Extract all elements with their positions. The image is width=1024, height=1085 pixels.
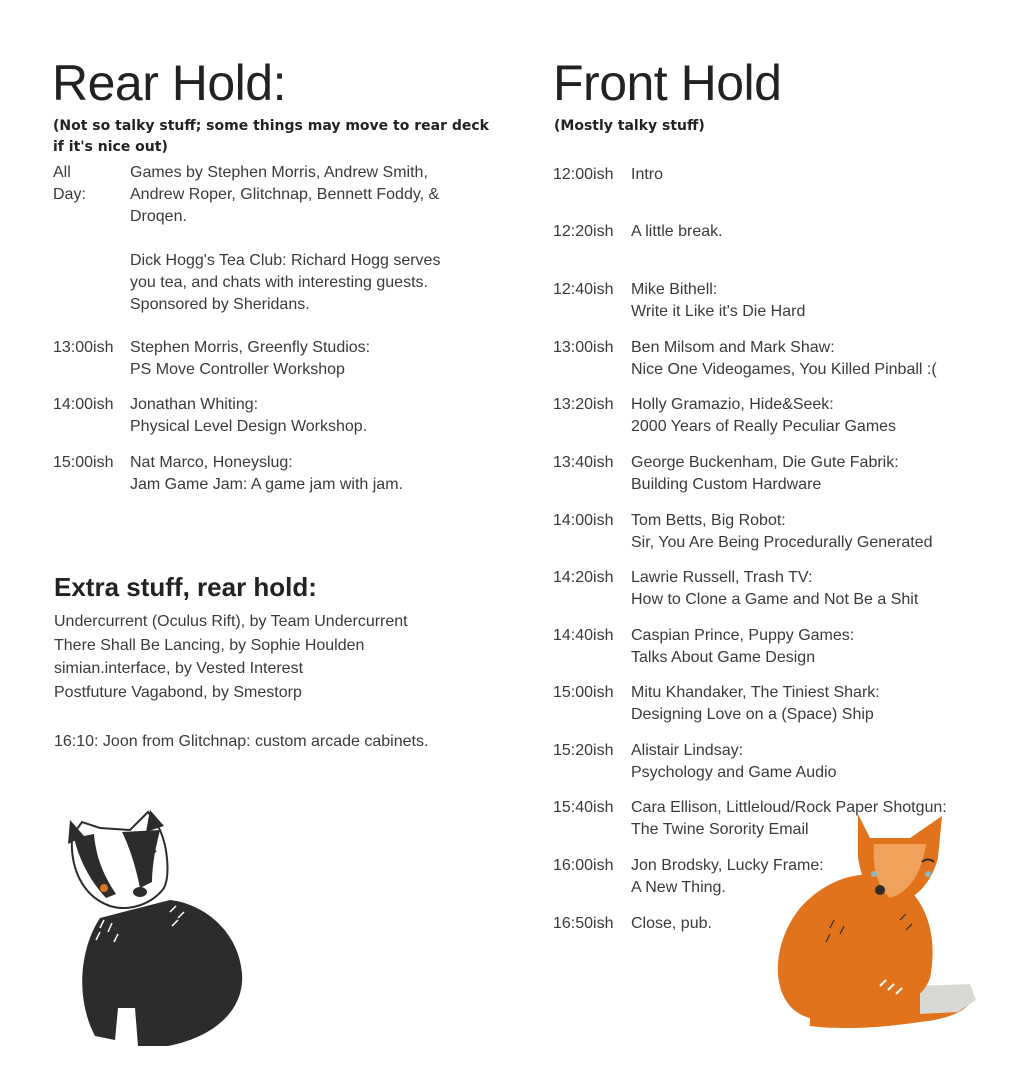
schedule-line: How to Clone a Game and Not Be a Shit <box>631 591 919 608</box>
fox-tail-tip <box>920 984 976 1014</box>
schedule-line: A little break. <box>631 223 723 240</box>
schedule-line: Alistair Lindsay: <box>631 742 744 759</box>
extra-item: Undercurrent (Oculus Rift), by Team Undercurrent <box>54 613 408 630</box>
extra-stuff-list <box>54 610 408 704</box>
schedule-line: Mike Bithell: <box>631 281 718 298</box>
badger-body <box>82 900 242 1046</box>
schedule-line: Stephen Morris, Greenfly Studios: <box>130 339 371 356</box>
schedule-line: Mitu Khandaker, The Tiniest Shark: <box>631 684 880 701</box>
fox-illustration <box>770 808 980 1048</box>
schedule-time: 12:00ish <box>553 166 614 183</box>
schedule-time: 12:40ish <box>553 281 614 298</box>
extra-item: There Shall Be Lancing, by Sophie Houlden <box>54 636 365 654</box>
schedule-line: Holly Gramazio, Hide&Seek: <box>631 396 834 413</box>
extra-item: simian.interface, by Vested Interest <box>54 660 304 677</box>
schedule-line: Designing Love on a (Space) Ship <box>631 706 874 723</box>
schedule-line: Droqen. <box>130 208 187 225</box>
fox-cheek <box>925 871 931 877</box>
schedule-line: Andrew Roper, Glitchnap, Bennett Foddy, & <box>130 186 440 203</box>
schedule-line: 2000 Years of Really Peculiar Games <box>631 418 897 435</box>
rear-subtitle-line: (Not so talky stuff; some things may move to rear deck <box>53 118 489 134</box>
schedule-line: Nice One Videogames, You Killed Pinball :( <box>631 361 937 378</box>
schedule-line: Write it Like it's Die Hard <box>631 303 806 320</box>
schedule-line: Sir, You Are Being Procedurally Generated <box>631 534 933 551</box>
schedule-line: Lawrie Russell, Trash TV: <box>631 569 813 586</box>
schedule-line: George Buckenham, Die Gute Fabrik: <box>631 454 899 471</box>
schedule-line: Tom Betts, Big Robot: <box>631 512 786 529</box>
schedule-time: 15:00ish <box>553 684 614 701</box>
badger-nose <box>133 887 147 897</box>
schedule-line: Jon Brodsky, Lucky Frame: <box>631 857 824 874</box>
schedule-time: 15:20ish <box>553 742 614 759</box>
schedule-line: Physical Level Design Workshop. <box>130 418 368 435</box>
schedule-line: A New Thing. <box>631 879 726 896</box>
schedule-line: Jonathan Whiting: <box>130 396 259 413</box>
schedule-time: 15:00ish <box>53 454 114 471</box>
rear-schedule <box>53 162 493 502</box>
schedule-time: 15:40ish <box>553 799 614 816</box>
badger-cheek <box>100 884 108 892</box>
schedule-line: Talks About Game Design <box>631 649 816 666</box>
extra-note: 16:10: Joon from Glitchnap: custom arcade cabinets. <box>54 733 429 750</box>
fox-nose <box>875 885 885 895</box>
rear-hold-subtitle <box>53 116 489 158</box>
schedule-line: Caspian Prince, Puppy Games: <box>631 627 855 644</box>
schedule-time: 13:00ish <box>553 339 614 356</box>
extra-item: Postfuture Vagabond, by Smestorp <box>54 683 302 701</box>
fox-cheek <box>871 871 877 877</box>
schedule-line: PS Move Controller Workshop <box>130 361 345 378</box>
schedule-time: 14:40ish <box>553 627 614 644</box>
schedule-time: 14:00ish <box>553 512 614 529</box>
schedule-line: Games by Stephen Morris, Andrew Smith, <box>130 164 428 181</box>
schedule-line: Cara Ellison, Littleloud/Rock Paper Shotgun: <box>631 799 947 816</box>
schedule-time: 13:00ish <box>53 339 114 356</box>
schedule-time: 16:50ish <box>553 915 614 932</box>
schedule-line: Ben Milsom and Mark Shaw: <box>631 339 835 356</box>
schedule-time: 13:20ish <box>553 396 614 413</box>
front-hold-title: Front Hold <box>553 55 782 111</box>
schedule-line: Nat Marco, Honeyslug: <box>130 454 293 471</box>
schedule-line: The Twine Sorority Email <box>631 821 809 838</box>
schedule-time: 12:20ish <box>553 223 614 240</box>
rear-hold-title: Rear Hold: <box>52 55 286 111</box>
schedule-line: Intro <box>631 166 664 183</box>
front-hold-subtitle: (Mostly talky stuff) <box>554 118 705 134</box>
schedule-line: Psychology and Game Audio <box>631 764 837 781</box>
schedule-time: 14:00ish <box>53 396 114 413</box>
schedule-line: Dick Hogg's Tea Club: Richard Hogg serves <box>130 252 441 269</box>
schedule-time: 16:00ish <box>553 857 614 874</box>
schedule-time: All Day: <box>53 164 86 203</box>
schedule-line: Jam Game Jam: A game jam with jam. <box>130 476 403 493</box>
rear-subtitle-line: if it's nice out) <box>53 139 168 155</box>
schedule-time: 13:40ish <box>553 454 614 471</box>
schedule-line: you tea, and chats with interesting guests. <box>130 274 428 291</box>
schedule-time: 14:20ish <box>553 569 614 586</box>
badger-leg-gap <box>118 1018 135 1048</box>
extra-stuff-title: Extra stuff, rear hold: <box>54 572 317 602</box>
schedule-line: Close, pub. <box>631 915 712 932</box>
schedule-line: Sponsored by Sheridans. <box>130 296 310 313</box>
schedule-line: Building Custom Hardware <box>631 476 822 493</box>
badger-illustration <box>60 808 260 1053</box>
